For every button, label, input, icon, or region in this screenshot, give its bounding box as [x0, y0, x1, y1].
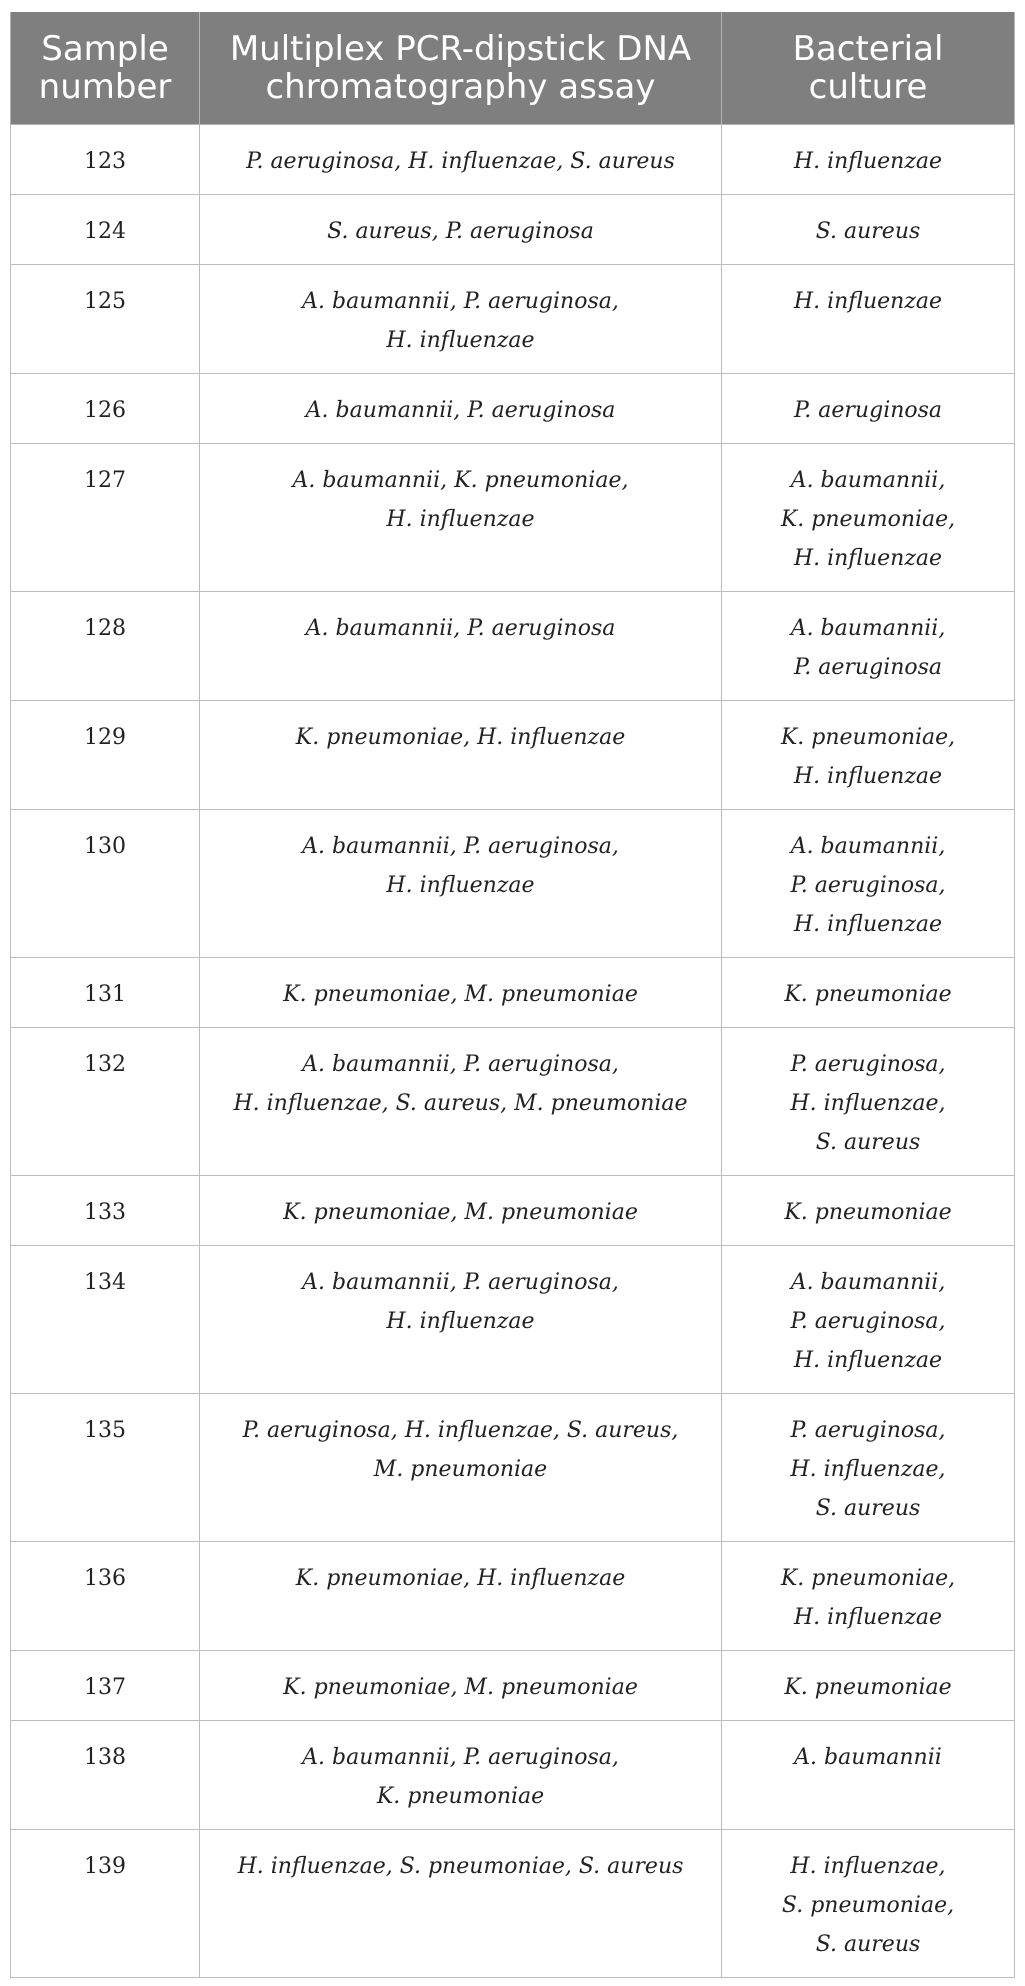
table-row	[11, 1028, 1015, 1176]
assay-result-cell	[200, 1651, 722, 1721]
assay-result-cell	[200, 1028, 722, 1176]
table-row	[11, 810, 1015, 958]
assay-result-cell-line: A. baumannii, P. aeruginosa,	[302, 1270, 619, 1295]
assay-result-cell-line: K. pneumoniae, H. influenzae	[295, 725, 626, 750]
assay-result-cell	[200, 125, 722, 195]
culture-result-cell-line: S. aureus	[815, 1932, 921, 1957]
culture-result-cell-line: P. aeruginosa,	[790, 1309, 946, 1334]
culture-result-cell	[722, 125, 1015, 195]
assay-result-cell-line: H. influenzae, S. pneumoniae, S. aureus	[237, 1854, 684, 1879]
assay-result-cell-line: A. baumannii, P. aeruginosa,	[302, 289, 619, 314]
culture-result-cell-line: K. pneumoniae,	[780, 507, 956, 532]
assay-result-cell	[200, 1830, 722, 1978]
assay-result-cell-line: A. baumannii, P. aeruginosa	[305, 398, 616, 423]
assay-result-cell-line: K. pneumoniae, M. pneumoniae	[283, 1200, 638, 1225]
header-assay: Multiplex PCR-dipstick DNA chromatography assay	[200, 12, 722, 125]
culture-result-cell	[722, 592, 1015, 701]
culture-result-cell-line: H. influenzae,	[790, 1854, 946, 1879]
table-body	[11, 125, 1015, 1978]
assay-result-cell-line: P. aeruginosa, H. influenzae, S. aureus	[246, 149, 675, 174]
culture-result-cell	[722, 1542, 1015, 1651]
assay-result-cell-line: K. pneumoniae	[376, 1784, 545, 1809]
sample-number-cell: 127	[11, 444, 200, 592]
assay-result-cell-line: H. influenzae, S. aureus, M. pneumoniae	[233, 1091, 688, 1116]
culture-result-cell	[722, 810, 1015, 958]
assay-result-cell	[200, 701, 722, 810]
table-row	[11, 1176, 1015, 1246]
table-row	[11, 1721, 1015, 1830]
table-header	[11, 12, 1015, 125]
culture-result-cell-line: A. baumannii,	[790, 616, 946, 641]
table-row	[11, 125, 1015, 195]
sample-number-cell: 129	[11, 701, 200, 810]
culture-result-cell	[722, 1246, 1015, 1394]
culture-result-cell-line: P. aeruginosa	[793, 655, 943, 680]
table-row	[11, 1830, 1015, 1978]
sample-number-cell: 130	[11, 810, 200, 958]
table-row	[11, 265, 1015, 374]
sample-number-cell: 137	[11, 1651, 200, 1721]
header-bacterial-culture: Bacterial culture	[722, 12, 1015, 125]
assay-result-cell	[200, 958, 722, 1028]
culture-result-cell-line: K. pneumoniae,	[780, 1566, 956, 1591]
culture-result-cell-line: K. pneumoniae	[784, 982, 952, 1007]
table-row	[11, 592, 1015, 701]
assay-result-cell-line: H. influenzae	[386, 1309, 535, 1334]
table-row	[11, 1246, 1015, 1394]
culture-result-cell-line: S. aureus	[815, 219, 921, 244]
sample-number-cell: 138	[11, 1721, 200, 1830]
culture-result-cell-line: H. influenzae	[793, 289, 943, 314]
culture-result-cell-line: K. pneumoniae,	[780, 725, 956, 750]
culture-result-cell	[722, 195, 1015, 265]
culture-result-cell	[722, 1721, 1015, 1830]
assay-result-cell	[200, 592, 722, 701]
assay-result-cell-line: H. influenzae	[386, 507, 535, 532]
culture-result-cell	[722, 265, 1015, 374]
culture-result-cell-line: H. influenzae,	[790, 1457, 946, 1482]
culture-result-cell-line: S. aureus	[815, 1130, 921, 1155]
culture-result-cell-line: H. influenzae	[793, 1348, 943, 1373]
table-row	[11, 1651, 1015, 1721]
culture-result-cell	[722, 1176, 1015, 1246]
sample-number-cell: 123	[11, 125, 200, 195]
culture-result-cell-line: A. baumannii,	[790, 1270, 946, 1295]
assay-result-cell-line: A. baumannii, K. pneumoniae,	[292, 468, 629, 493]
culture-result-cell-line: H. influenzae	[793, 1605, 943, 1630]
sample-number-cell: 133	[11, 1176, 200, 1246]
culture-result-cell-line: A. baumannii,	[790, 834, 946, 859]
culture-result-cell	[722, 701, 1015, 810]
culture-result-cell	[722, 1830, 1015, 1978]
assay-result-cell-line: M. pneumoniae	[373, 1457, 548, 1482]
sample-number-cell: 124	[11, 195, 200, 265]
culture-result-cell-line: A. baumannii,	[790, 468, 946, 493]
culture-result-cell	[722, 1028, 1015, 1176]
culture-result-cell	[722, 374, 1015, 444]
culture-result-cell-line: H. influenzae,	[790, 1091, 946, 1116]
culture-result-cell-line: H. influenzae	[793, 912, 943, 937]
sample-number-cell: 132	[11, 1028, 200, 1176]
assay-result-cell-line: H. influenzae	[386, 328, 535, 353]
sample-number-cell: 131	[11, 958, 200, 1028]
table-row	[11, 958, 1015, 1028]
assay-result-cell-line: A. baumannii, P. aeruginosa,	[302, 834, 619, 859]
table-row	[11, 1542, 1015, 1651]
assay-result-cell-line: H. influenzae	[386, 873, 535, 898]
sample-number-cell: 126	[11, 374, 200, 444]
culture-result-cell-line: S. aureus	[815, 1496, 921, 1521]
table-row	[11, 374, 1015, 444]
assay-result-cell-line: A. baumannii, P. aeruginosa,	[302, 1745, 619, 1770]
assay-result-cell	[200, 1246, 722, 1394]
sample-number-cell: 135	[11, 1394, 200, 1542]
culture-result-cell	[722, 1651, 1015, 1721]
table-row	[11, 195, 1015, 265]
assay-result-cell	[200, 1176, 722, 1246]
assay-result-cell-line: K. pneumoniae, H. influenzae	[295, 1566, 626, 1591]
culture-result-cell-line: S. pneumoniae,	[781, 1893, 955, 1918]
assay-result-cell-line: K. pneumoniae, M. pneumoniae	[283, 1675, 638, 1700]
table-row	[11, 701, 1015, 810]
assay-result-cell	[200, 1721, 722, 1830]
culture-result-cell-line: K. pneumoniae	[784, 1200, 952, 1225]
assay-result-cell-line: S. aureus, P. aeruginosa	[327, 219, 594, 244]
culture-result-cell-line: H. influenzae	[793, 546, 943, 571]
culture-result-cell	[722, 1394, 1015, 1542]
culture-result-cell-line: P. aeruginosa	[793, 398, 943, 423]
culture-result-cell-line: K. pneumoniae	[784, 1675, 952, 1700]
culture-result-cell	[722, 444, 1015, 592]
culture-result-cell-line: A. baumannii	[794, 1745, 942, 1770]
header-sample-number: Sample number	[11, 12, 200, 125]
sample-number-cell: 125	[11, 265, 200, 374]
culture-result-cell-line: P. aeruginosa,	[790, 1418, 946, 1443]
culture-result-cell	[722, 958, 1015, 1028]
results-table-container	[10, 12, 1014, 1978]
table-row	[11, 1394, 1015, 1542]
sample-number-cell: 136	[11, 1542, 200, 1651]
header-row	[11, 12, 1015, 125]
assay-result-cell	[200, 265, 722, 374]
assay-result-cell	[200, 374, 722, 444]
assay-result-cell-line: P. aeruginosa, H. influenzae, S. aureus,	[242, 1418, 679, 1443]
sample-number-cell: 139	[11, 1830, 200, 1978]
sample-number-cell: 128	[11, 592, 200, 701]
table-row	[11, 444, 1015, 592]
sample-number-cell: 134	[11, 1246, 200, 1394]
culture-result-cell-line: H. influenzae	[793, 149, 943, 174]
assay-result-cell-line: A. baumannii, P. aeruginosa	[305, 616, 616, 641]
assay-result-cell	[200, 1542, 722, 1651]
assay-result-cell-line: A. baumannii, P. aeruginosa,	[302, 1052, 619, 1077]
culture-result-cell-line: P. aeruginosa,	[790, 873, 946, 898]
assay-result-cell	[200, 810, 722, 958]
culture-result-cell-line: P. aeruginosa,	[790, 1052, 946, 1077]
culture-result-cell-line: H. influenzae	[793, 764, 943, 789]
assay-result-cell	[200, 195, 722, 265]
assay-result-cell	[200, 1394, 722, 1542]
assay-result-cell-line: K. pneumoniae, M. pneumoniae	[283, 982, 638, 1007]
results-table	[10, 12, 1015, 1978]
assay-result-cell	[200, 444, 722, 592]
